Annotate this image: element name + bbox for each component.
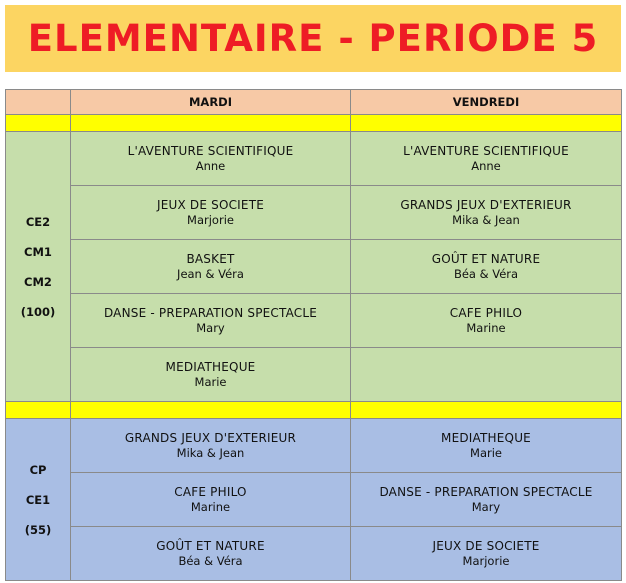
activity-cell: MEDIATHEQUE Marie (351, 419, 622, 473)
activity-cell: CAFE PHILO Marine (71, 473, 351, 527)
table-row (6, 186, 622, 240)
header-row (6, 90, 622, 115)
header-mardi: MARDI (71, 90, 351, 115)
separator-row (6, 115, 622, 132)
activity-cell: MEDIATHEQUE Marie (71, 348, 351, 402)
table-row (6, 419, 622, 473)
activity-cell: JEUX DE SOCIETE Marjorie (71, 186, 351, 240)
header-corner (6, 90, 71, 115)
activity-cell: DANSE - PREPARATION SPECTACLE Mary (71, 294, 351, 348)
activity-cell: GOÛT ET NATURE Béa & Véra (71, 527, 351, 581)
activity-cell: DANSE - PREPARATION SPECTACLE Mary (351, 473, 622, 527)
page-title: ELEMENTAIRE - PERIODE 5 (27, 17, 599, 60)
table-row (6, 527, 622, 581)
table-row (6, 473, 622, 527)
activity-cell-empty (351, 348, 622, 402)
table-row (6, 132, 622, 186)
table-row (6, 348, 622, 402)
activity-cell: GRANDS JEUX D'EXTERIEUR Mika & Jean (351, 186, 622, 240)
activity-cell: CAFE PHILO Marine (351, 294, 622, 348)
activity-cell: BASKET Jean & Véra (71, 240, 351, 294)
activity-cell: JEUX DE SOCIETE Marjorie (351, 527, 622, 581)
activity-cell: L'AVENTURE SCIENTIFIQUE Anne (71, 132, 351, 186)
activity-cell: GRANDS JEUX D'EXTERIEUR Mika & Jean (71, 419, 351, 473)
group-label-ce2-cm1-cm2: CE2 CM1 CM2 (100) (6, 132, 71, 402)
group-label-cp-ce1: CP CE1 (55) (6, 419, 71, 581)
schedule-table (5, 89, 622, 581)
activity-cell: L'AVENTURE SCIENTIFIQUE Anne (351, 132, 622, 186)
table-row (6, 294, 622, 348)
table-row (6, 240, 622, 294)
activity-cell: GOÛT ET NATURE Béa & Véra (351, 240, 622, 294)
separator-row (6, 402, 622, 419)
header-vendredi: VENDREDI (351, 90, 622, 115)
title-banner (5, 5, 621, 72)
